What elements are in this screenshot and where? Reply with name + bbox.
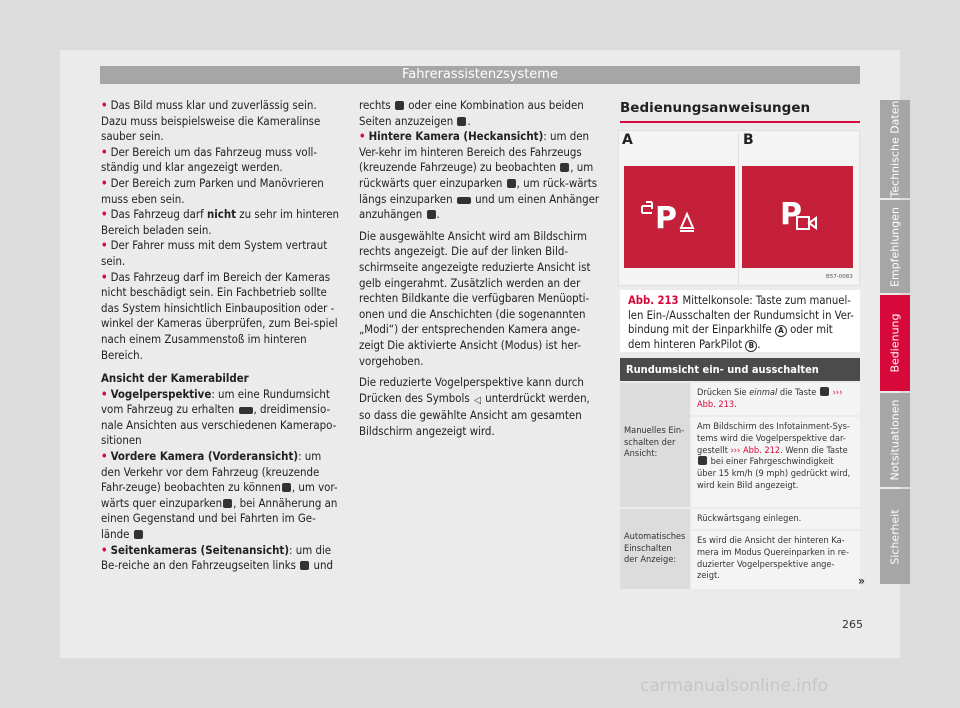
paragraph: rechts oder eine Kombination aus beiden Seiten anzuzeigen . (359, 98, 584, 128)
instructions-title: Bedienungsanweisungen (620, 100, 811, 116)
tab-bedienung[interactable]: Bedienung (880, 295, 910, 391)
table-row-label: Manuelles Ein-schalten der Ansicht: (620, 383, 690, 507)
bullet-icon: • (359, 129, 366, 144)
list-item: • Das Fahrzeug darf im Bereich der Kameras nicht beschädigt sein. Ein Fachbetrieb sollte das System hinsichtlich Einbauposition oder -winkel der Kameras überprüfen, zum Bei-spiel nach einem Zusammenstoß im hinteren Bereich. (101, 269, 338, 362)
cross-traffic-front-icon (282, 483, 291, 492)
side-camera-both-icon (457, 117, 466, 126)
table-row-label: Automatisches Einschalten der Anzeige: (620, 509, 690, 589)
watermark: carmanualsonline.info (640, 676, 829, 696)
circled-b-icon: B (745, 340, 757, 352)
figure-number: Abb. 213 (628, 294, 679, 307)
table-row (620, 509, 860, 589)
figure-caption: Abb. 213 Mittelkonsole: Taste zum manuel-len Ein-/Ausschalten der Rundumsicht in Ver-bindung mit der Einparkhilfe A oder mit dem hinteren ParkPilot B . (620, 290, 860, 352)
front-parking-icon (223, 499, 232, 508)
table-cell: Es wird die Ansicht der hinteren Ka-mera im Modus Quereinparken in re-duzierter Vogelperspektive ange-zeigt. (691, 531, 860, 589)
svg-text:P: P (655, 201, 677, 236)
continue-mark: » (858, 574, 865, 588)
svg-text:P: P (780, 197, 802, 232)
list-item: • Der Bereich um das Fahrzeug muss voll-ständig und klar angezeigt werden. (101, 144, 318, 175)
parallel-parking-icon (457, 197, 471, 204)
list-item: • Seitenkameras (Seitenansicht): um die Be-reiche an den Fahrzeugseiten links und (101, 542, 334, 573)
back-arrow-icon: ◁ (474, 394, 481, 406)
text-column-left (101, 98, 341, 574)
bullet-icon: • (101, 386, 108, 401)
text-column-middle (359, 98, 602, 445)
list-item: • Hintere Kamera (Heckansicht): um den Ver-kehr im hinteren Bereich des Fahrzeugs (kreuzende Fahrzeuge) zu beobachten , um rückwärts quer einzuparken , um rück-wärts längs einzuparken und um einen Anhänger anzuhängen . (359, 129, 600, 222)
bullet-icon: • (101, 269, 108, 284)
figure-divider (738, 134, 739, 284)
parkpilot-camera-icon (742, 166, 853, 268)
list-item: • Das Bild muss klar und zuverlässig sein. Dazu muss beispielsweise die Kameralinse sauber sein. (101, 98, 321, 144)
table-header: Rundumsicht ein- und ausschalten (620, 358, 860, 381)
list-item: • Der Fahrer muss mit dem System vertraut sein. (101, 238, 328, 268)
instructions-table (620, 358, 860, 582)
bullet-icon: • (101, 207, 108, 222)
tab-sicherheit[interactable]: Sicherheit (880, 489, 910, 584)
bullet-icon: • (101, 449, 108, 464)
trailer-hitch-icon (427, 210, 436, 219)
title-underline (620, 121, 860, 123)
paragraph: Die ausgewählte Ansicht wird am Bildschirm rechts angezeigt. Die auf der linken Bild-schirmseite angezeigte reduzierte Ansicht ist gelb eingerahmt. Zusätzlich werden an der rechten Bildkante die verfügbaren Menüopti-onen und die Anschichten (die sogenannten „Modi“) der entsprechenden Kamera ange-zeigt Die aktivierte Ansicht (Modus) ist her-vorgehoben. (359, 228, 591, 368)
park-assist-icon (698, 456, 707, 465)
parking-button-b (742, 166, 853, 268)
tab-notsituationen[interactable]: Notsituationen (880, 393, 910, 487)
figure-label-a: A (622, 132, 633, 148)
section-title: Ansicht der Kamerabilder (101, 371, 249, 386)
figure-label-b: B (743, 132, 754, 148)
bullet-icon: • (101, 238, 108, 253)
cross-traffic-rear-icon (560, 163, 569, 172)
table-cell: Drücken Sie einmal die Taste ››› Abb. 213. (691, 383, 860, 415)
park-assist-icon (820, 387, 829, 396)
bullet-icon: • (101, 144, 108, 159)
figure-link[interactable]: ››› Abb. 213 (697, 387, 843, 410)
side-camera-right-icon (395, 101, 404, 110)
tab-empfehlungen[interactable]: Empfehlungen (880, 200, 910, 293)
parking-button-a (624, 166, 735, 268)
section-header: Fahrerassistenzsysteme (100, 66, 860, 84)
table-cell: Am Bildschirm des Infotainment-Sys-tems wird die Vogelperspektive dar-gestellt ››› Abb. 212. Wenn die Taste bei einer Fahrgeschwindigkeit über 15 km/h (9 mph) gedrückt wird, wird kein Bild angezeigt. (691, 417, 860, 507)
figure-code: B57-0083 (826, 274, 853, 280)
table-cell: Rückwärtsgang einlegen. (691, 509, 860, 529)
park-assist-camera-icon (624, 166, 735, 268)
list-item: • Der Bereich zum Parken und Manövrieren muss eben sein. (101, 175, 324, 206)
bullet-icon: • (101, 542, 108, 557)
tab-technische-daten[interactable]: Technische Daten (880, 100, 910, 198)
figure-link[interactable]: ››› Abb. 212 (730, 444, 781, 456)
page-number: 265 (842, 618, 863, 631)
list-item: • Das Fahrzeug darf nicht zu sehr im hinteren Bereich beladen sein. (101, 207, 340, 237)
paragraph: Die reduzierte Vogelperspektive kann durch Drücken des Symbols ◁ unterdrückt werden, so dass die gewählte Ansicht am gesamten Bildschirm angezeigt wird. (359, 375, 590, 438)
rear-cross-parking-icon (507, 179, 516, 188)
front-camera-icon (134, 530, 143, 539)
bullet-icon: • (101, 98, 108, 112)
bird-view-icon (239, 407, 253, 414)
list-item: • Vordere Kamera (Vorderansicht): um den Verkehr vor dem Fahrzeug (kreuzende Fahr-zeuge) beobachten zu können , um vor-wärts quer einzuparken , bei Annäherung an einen Gegenstand und bei Fahrten im Ge-lände (101, 449, 338, 542)
side-camera-left-icon (300, 561, 309, 570)
table-row (620, 383, 860, 507)
bullet-icon: • (101, 175, 108, 190)
circled-a-icon: A (775, 325, 787, 337)
list-item: • Vogelperspektive: um eine Rundumsicht vom Fahrzeug zu erhalten , dreidimensio-nale Ansichten aus verschiedenen Kamerapo-sitionen (101, 386, 337, 448)
